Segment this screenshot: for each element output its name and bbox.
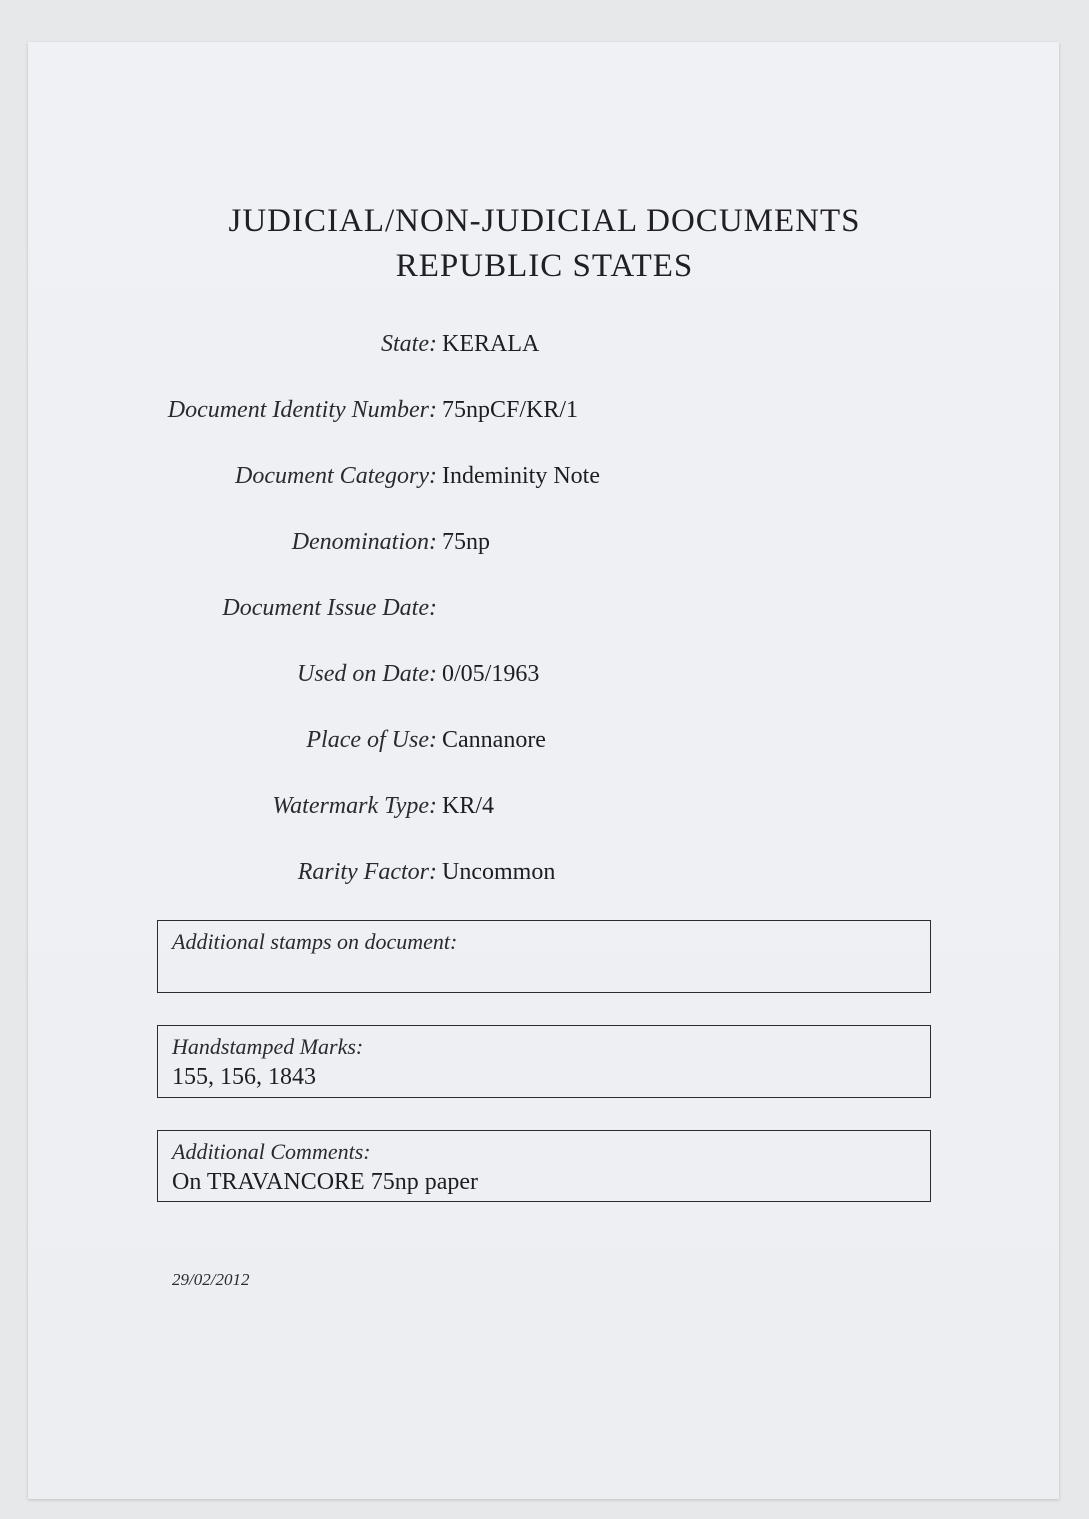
field-value: Indeminity Note [442, 463, 600, 489]
field-value: KERALA [442, 331, 540, 357]
field-value: 75np [442, 529, 490, 555]
field-document-issue-date [0, 595, 1089, 629]
field-label: Document Identity Number: [167, 397, 437, 423]
field-document-identity-number [0, 397, 1089, 431]
footer-date: 29/02/2012 [172, 1270, 250, 1289]
field-label: Place of Use: [306, 727, 437, 753]
field-used-on-date [0, 661, 1089, 695]
field-state [0, 331, 1089, 365]
document-subtitle: REPUBLIC STATES [395, 248, 694, 284]
field-value: 0/05/1963 [442, 661, 540, 687]
field-value: KR/4 [442, 793, 495, 819]
field-label: State: [381, 331, 437, 357]
field-rarity-factor [0, 859, 1089, 893]
box-value: 155, 156, 1843 [172, 1064, 316, 1090]
box-label: Additional stamps on document: [172, 929, 458, 954]
box-value: On TRAVANCORE 75np paper [172, 1169, 479, 1195]
document-title: JUDICIAL/NON-JUDICIAL DOCUMENTS [228, 203, 861, 239]
additional-comments-box [157, 1130, 931, 1202]
field-label: Rarity Factor: [297, 859, 437, 885]
field-label: Watermark Type: [272, 793, 437, 819]
field-label: Used on Date: [297, 661, 437, 687]
field-denomination [0, 529, 1089, 563]
field-document-category [0, 463, 1089, 497]
field-value: Cannanore [442, 727, 546, 753]
field-value: 75npCF/KR/1 [442, 397, 579, 423]
field-label: Denomination: [291, 529, 437, 555]
field-label: Document Issue Date: [222, 595, 437, 621]
handstamped-marks-box [157, 1025, 931, 1098]
additional-stamps-box [157, 920, 931, 993]
field-label: Document Category: [235, 463, 437, 489]
box-label: Additional Comments: [172, 1139, 371, 1164]
field-watermark-type [0, 793, 1089, 827]
field-value: Uncommon [442, 859, 556, 885]
box-label: Handstamped Marks: [172, 1034, 364, 1059]
field-place-of-use [0, 727, 1089, 761]
